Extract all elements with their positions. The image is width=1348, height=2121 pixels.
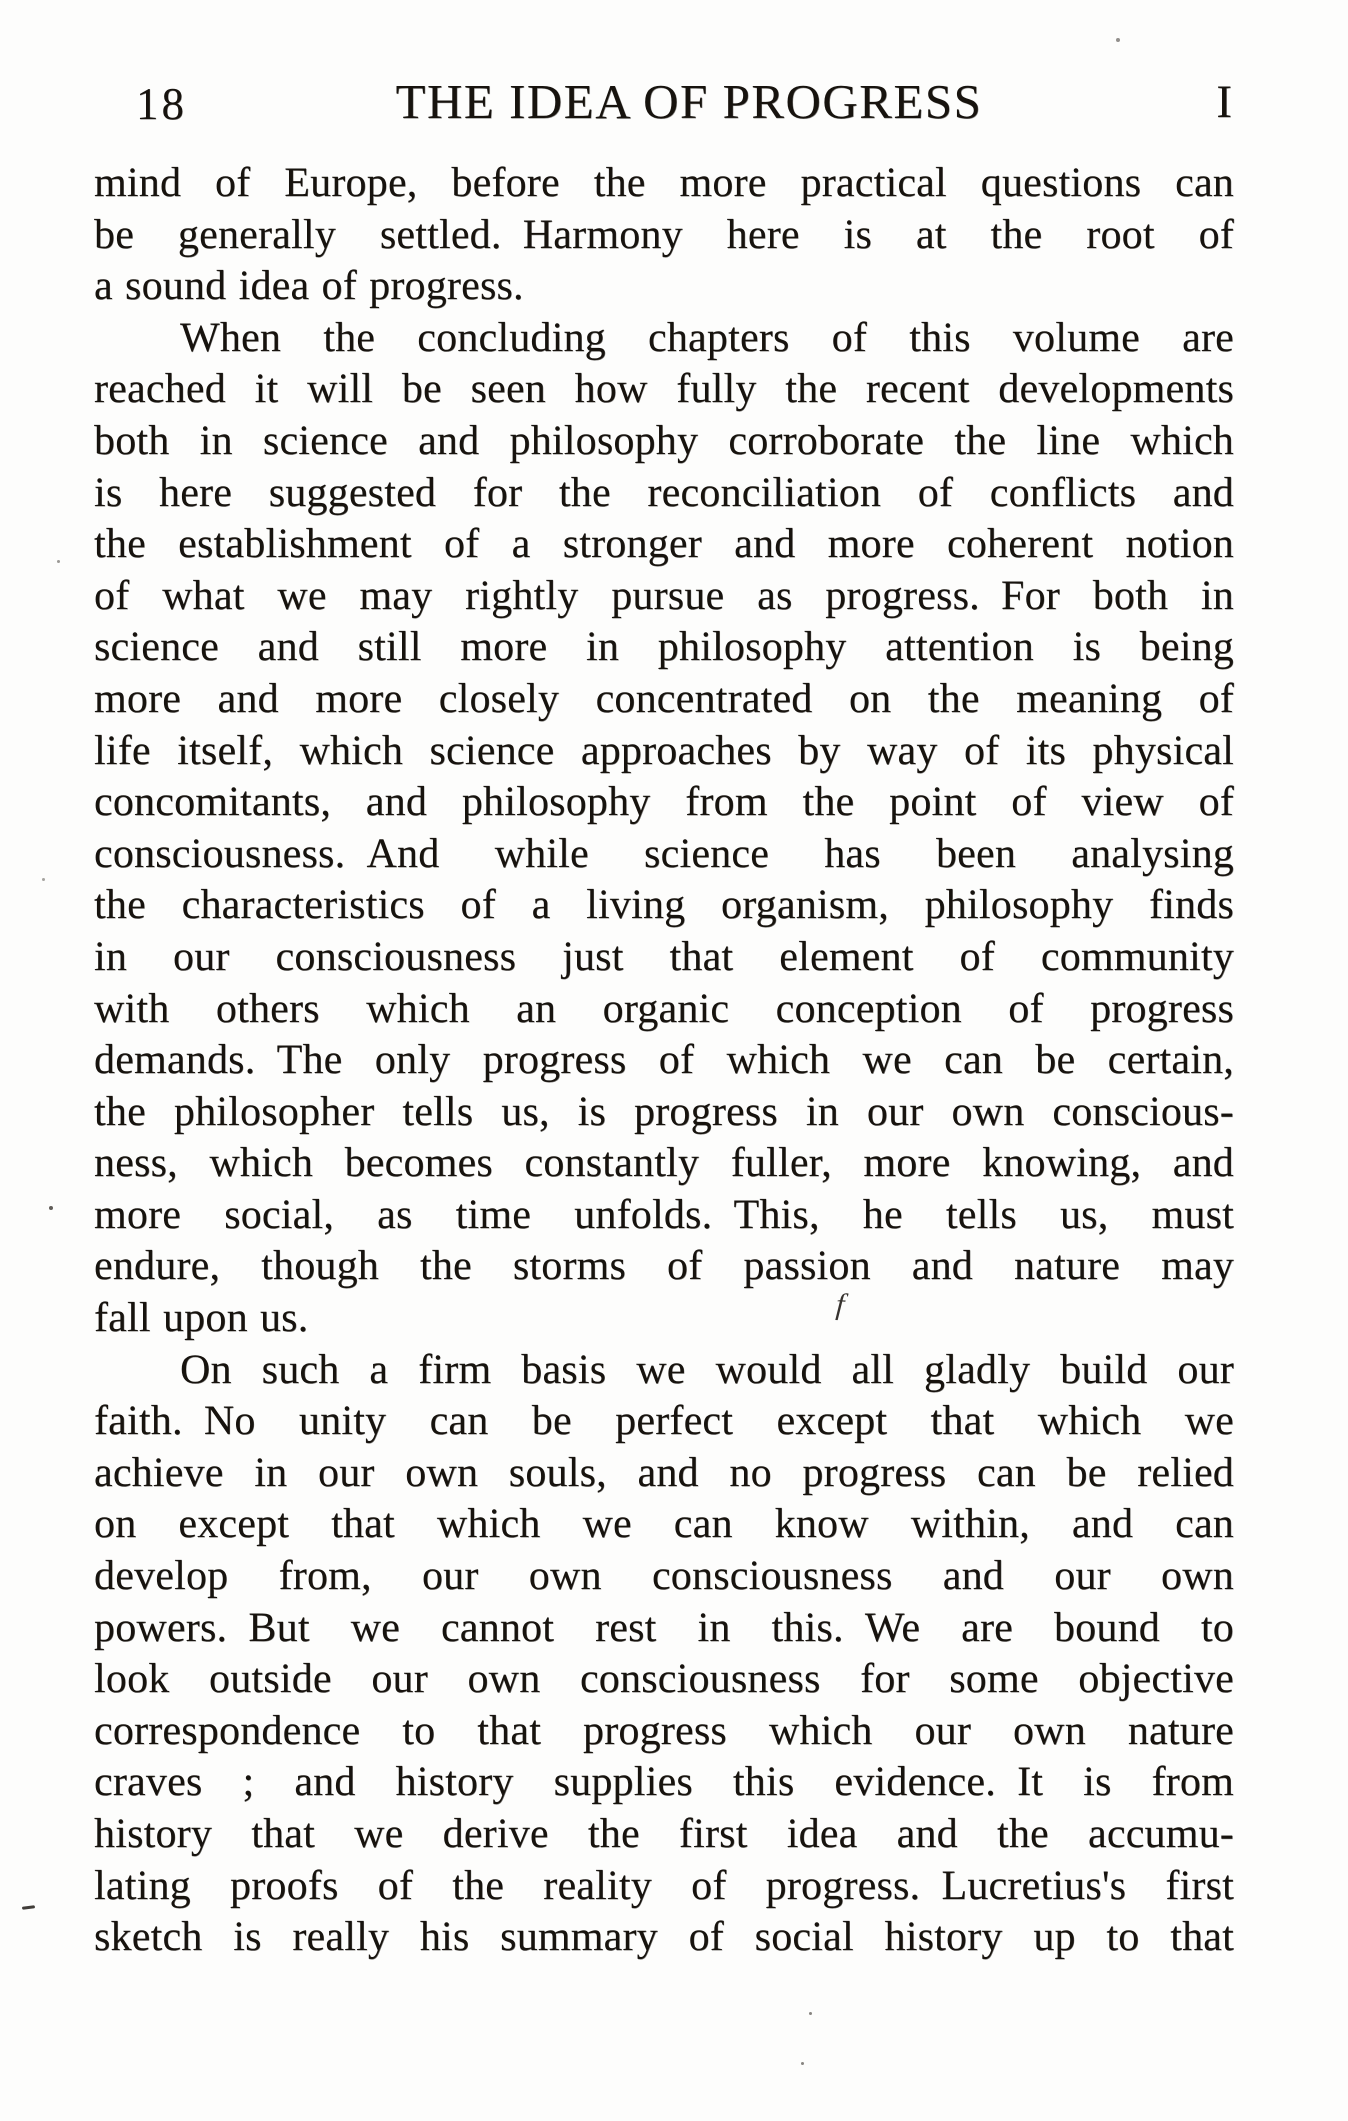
scan-artifact-squiggle: f: [834, 1287, 846, 1322]
text-line: science and still more in philosophy attention is being: [94, 624, 1234, 671]
text-line: more social, as time unfolds. This, he tells us, must: [94, 1191, 1234, 1238]
text-line: powers. But we cannot rest in this. We are bound to: [94, 1604, 1234, 1651]
chapter-numeral: I: [1216, 76, 1232, 128]
text-line: with others which an organic conception of progress: [94, 985, 1234, 1032]
text-line: On such a firm basis we would all gladly build our: [180, 1346, 1234, 1393]
text-line: fall upon us.: [94, 1295, 309, 1342]
text-line: demands. The only progress of which we can be certain,: [94, 1037, 1234, 1084]
text-line: more and more closely concentrated on the meaning of: [94, 675, 1234, 722]
text-line: endure, though the storms of passion and nature may: [94, 1243, 1234, 1290]
running-head: [94, 0, 1234, 150]
text-line: the philosopher tells us, is progress in our own conscious-: [94, 1088, 1234, 1135]
text-line: develop from, our own consciousness and our own: [94, 1553, 1234, 1600]
text-line: both in science and philosophy corroborate the line which: [94, 417, 1234, 464]
text-line: achieve in our own souls, and no progress can be relied: [94, 1449, 1234, 1496]
text-line: craves ; and history supplies this evidence. It is from: [94, 1759, 1234, 1806]
text-line: of what we may rightly pursue as progress. For both in: [94, 572, 1234, 619]
page-body: [94, 158, 1234, 1964]
text-line: faith. No unity can be perfect except that which we: [94, 1398, 1234, 1445]
text-line: When the concluding chapters of this volume are: [180, 314, 1234, 361]
text-line: look outside our own consciousness for some objective: [94, 1656, 1234, 1703]
text-line: the characteristics of a living organism, philosophy finds: [94, 882, 1234, 929]
text-line: lating proofs of the reality of progress. Lucretius's first: [94, 1862, 1234, 1909]
text-line: reached it will be seen how fully the recent developments: [94, 366, 1234, 413]
text-line: be generally settled. Harmony here is at the root of: [94, 211, 1234, 258]
paragraph: [94, 158, 1234, 313]
text-line: mind of Europe, before the more practical questions can: [94, 160, 1234, 206]
text-line: a sound idea of progress.: [94, 263, 524, 310]
text-line: history that we derive the first idea and the accumu-: [94, 1811, 1234, 1857]
text-line: ness, which becomes constantly fuller, more knowing, and: [94, 1140, 1234, 1187]
page-number: 18: [136, 79, 187, 129]
text-line: correspondence to that progress which our own nature: [94, 1707, 1234, 1754]
text-line: concomitants, and philosophy from the point of view of: [94, 779, 1234, 826]
text-line: is here suggested for the reconciliation of conflicts and: [94, 469, 1234, 516]
paragraph: [94, 1345, 1234, 1964]
paragraph: [94, 313, 1234, 1345]
running-title: THE IDEA OF PROGRESS: [395, 74, 983, 129]
text-line: life itself, which science approaches by way of its physical: [94, 727, 1234, 774]
text-line: in our consciousness just that element of community: [94, 933, 1234, 980]
text-line: the establishment of a stronger and more coherent notion: [94, 521, 1234, 568]
text-line: on except that which we can know within, and can: [94, 1501, 1234, 1548]
text-line: sketch is really his summary of social history up to that: [94, 1914, 1234, 1961]
text-line: consciousness. And while science has been analysing: [94, 830, 1234, 877]
